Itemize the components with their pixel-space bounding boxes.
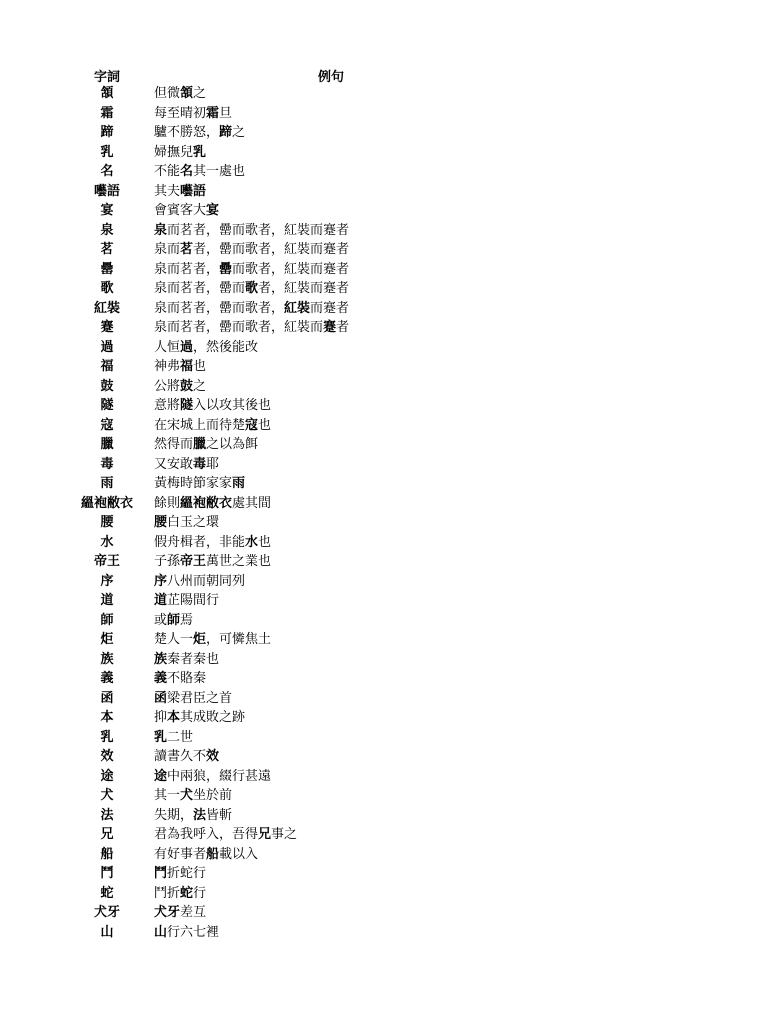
example-cell	[154, 221, 349, 241]
table-row	[0, 104, 768, 124]
example-highlight: 毒	[193, 456, 207, 472]
table-row	[0, 786, 768, 806]
table-row	[0, 533, 768, 553]
example-cell	[154, 552, 271, 572]
table-row	[0, 338, 768, 358]
example-pre: 驢不勝怒，	[154, 125, 220, 140]
example-post: 梁君臣之首	[167, 690, 233, 706]
word-cell: 函	[100, 690, 114, 706]
word-cell: 炬	[100, 632, 114, 647]
table-row	[0, 747, 768, 767]
example-post: 而茗者，罍而歌者，紅裝而蹇者	[167, 222, 350, 238]
example-cell	[154, 650, 219, 670]
table-row	[0, 474, 768, 494]
example-cell	[154, 260, 349, 280]
example-pre: 君為我呼入，吾得	[154, 827, 259, 842]
example-pre: 然得而	[154, 437, 194, 452]
example-post: 芷陽間行	[167, 593, 220, 608]
word-cell: 師	[100, 612, 114, 628]
example-post: 八州而朝同列	[167, 573, 246, 589]
example-highlight: 乳	[193, 144, 207, 160]
example-cell	[154, 279, 349, 299]
table-row	[0, 650, 768, 670]
word-cell: 蹇	[100, 320, 114, 335]
example-pre: 子孫	[154, 554, 181, 569]
word-cell: 歌	[100, 281, 114, 296]
example-pre: 婦撫兒	[154, 144, 194, 160]
table-row	[0, 357, 768, 377]
example-cell	[154, 396, 271, 416]
example-post: 行六七裡	[167, 924, 220, 940]
example-pre: 意將	[154, 398, 181, 413]
example-post: 之	[193, 86, 207, 101]
example-highlight: 途	[154, 768, 168, 784]
example-cell	[154, 611, 193, 631]
example-post: 皆斬	[206, 807, 233, 823]
table-row	[0, 377, 768, 397]
example-highlight: 犬	[180, 788, 194, 803]
example-highlight: 犬牙	[154, 905, 181, 920]
example-post: 白玉之環	[167, 515, 220, 530]
table-row	[0, 279, 768, 299]
example-post: 不賂秦	[167, 671, 207, 686]
word-cell: 道	[100, 593, 114, 608]
word-cell: 腰	[100, 515, 114, 530]
word-cell: 法	[100, 807, 114, 823]
example-pre: 泉而茗者，罍而歌者，	[154, 300, 285, 316]
example-highlight: 效	[206, 749, 220, 764]
example-highlight: 水	[245, 534, 259, 550]
example-post: 處其間	[232, 495, 272, 511]
table-row	[0, 494, 768, 514]
example-post: 旦	[219, 105, 233, 121]
example-pre: 公將	[154, 378, 181, 394]
example-highlight: 乳	[154, 729, 168, 745]
example-post: 之	[232, 125, 246, 140]
table-row	[0, 123, 768, 143]
example-highlight: 本	[167, 710, 181, 725]
example-cell	[154, 318, 349, 338]
example-cell	[154, 494, 271, 514]
word-cell: 乳	[100, 144, 114, 160]
example-post: 其成敗之跡	[180, 710, 246, 725]
example-cell	[154, 845, 258, 865]
example-highlight: 茗	[180, 242, 194, 257]
word-cell: 族	[100, 651, 114, 667]
example-cell	[154, 533, 271, 553]
example-cell	[154, 455, 219, 475]
table-row	[0, 903, 768, 923]
vocabulary-sheet	[0, 64, 768, 942]
word-cell: 雨	[100, 476, 114, 491]
example-highlight: 隧	[180, 398, 194, 413]
word-cell: 義	[100, 671, 114, 686]
word-cell: 過	[100, 339, 114, 355]
example-cell	[154, 572, 245, 592]
example-cell	[154, 299, 349, 319]
example-post: 之以為餌	[206, 437, 259, 452]
example-post: 者，紅裝而蹇者	[258, 281, 350, 296]
example-highlight: 蹄	[219, 125, 233, 140]
example-highlight: 福	[180, 359, 194, 374]
example-post: ，然後能改	[193, 339, 259, 355]
table-row	[0, 806, 768, 826]
table-row	[0, 201, 768, 221]
example-highlight: 頷	[180, 86, 194, 101]
example-pre: 讀書久不	[154, 749, 207, 764]
example-highlight: 雨	[232, 476, 246, 491]
example-pre: 其夫	[154, 183, 181, 199]
table-row	[0, 611, 768, 631]
example-pre: 餘則	[154, 495, 181, 511]
word-cell: 福	[100, 359, 114, 374]
table-row	[0, 552, 768, 572]
example-post: 耶	[206, 456, 220, 472]
example-cell	[154, 806, 232, 826]
example-post: 二世	[167, 729, 194, 745]
example-post: 坐於前	[193, 788, 233, 803]
example-highlight: 蛇	[180, 885, 194, 901]
table-row	[0, 162, 768, 182]
example-post: 其一處也	[193, 164, 246, 179]
example-highlight: 師	[167, 612, 181, 628]
word-cell: 效	[100, 749, 114, 764]
example-cell	[154, 825, 297, 845]
table-row	[0, 416, 768, 436]
example-post: 中兩狼，綴行甚遠	[167, 768, 272, 784]
example-highlight: 過	[180, 339, 194, 355]
word-cell: 乳	[100, 729, 114, 745]
word-cell: 兄	[100, 827, 114, 842]
example-cell	[154, 182, 206, 202]
example-cell	[154, 923, 219, 943]
table-row	[0, 513, 768, 533]
example-highlight: 蹇	[323, 320, 337, 335]
example-post: 萬世之業也	[206, 554, 272, 569]
table-row	[0, 240, 768, 260]
example-pre: 假舟楫者，非能	[154, 534, 246, 550]
example-post: 焉	[180, 612, 194, 628]
example-highlight: 腰	[154, 515, 168, 530]
word-cell: 囈語	[93, 183, 120, 199]
example-cell	[154, 689, 232, 709]
example-highlight: 霜	[206, 105, 220, 121]
table-row	[0, 182, 768, 202]
word-cell: 犬	[100, 788, 114, 803]
table-row	[0, 260, 768, 280]
table-row	[0, 318, 768, 338]
example-post: 者	[336, 320, 350, 335]
example-pre: 人恒	[154, 339, 181, 355]
example-pre: 不能	[154, 164, 181, 179]
example-cell	[154, 864, 206, 884]
example-post: 而蹇者	[310, 300, 350, 316]
example-pre: 但微	[154, 86, 181, 101]
word-cell: 縕袍敝衣	[80, 495, 133, 511]
example-pre: 其一	[154, 788, 181, 803]
example-highlight: 宴	[206, 203, 220, 218]
table-row	[0, 143, 768, 163]
example-highlight: 泉	[154, 222, 168, 238]
table-row	[0, 84, 768, 104]
example-pre: 又安敢	[154, 456, 194, 472]
example-pre: 黃梅時節家家	[154, 476, 233, 491]
example-highlight: 囈語	[180, 183, 207, 199]
example-highlight: 罍	[219, 261, 233, 277]
example-cell	[154, 416, 271, 436]
example-cell	[154, 591, 219, 611]
example-pre: 在宋城上而待楚	[154, 417, 246, 433]
example-highlight: 序	[154, 573, 168, 589]
example-cell	[154, 357, 206, 377]
word-cell: 鼓	[100, 378, 114, 394]
example-post: ，可憐焦土	[206, 632, 272, 647]
table-row	[0, 591, 768, 611]
example-highlight: 法	[193, 807, 207, 823]
word-cell: 寇	[100, 417, 114, 433]
example-post: 也	[193, 359, 207, 374]
word-cell: 頷	[100, 86, 114, 101]
example-highlight: 縕袍敝衣	[180, 495, 233, 511]
table-row	[0, 923, 768, 943]
word-cell: 名	[100, 164, 114, 179]
table-row	[0, 455, 768, 475]
word-cell: 宴	[100, 203, 114, 218]
example-highlight: 臘	[193, 437, 207, 452]
word-cell: 蹄	[100, 125, 114, 140]
example-highlight: 船	[206, 846, 220, 862]
example-post: 折蛇行	[167, 866, 207, 881]
header-word: 字詞	[93, 70, 120, 85]
example-cell	[154, 201, 219, 221]
example-cell	[154, 123, 245, 143]
example-highlight: 鼓	[180, 378, 194, 394]
table-row	[0, 669, 768, 689]
example-cell	[154, 104, 232, 124]
word-cell: 船	[100, 846, 114, 862]
example-pre: 泉而	[154, 242, 181, 257]
header-example: 例句	[318, 70, 345, 85]
example-post: 入以攻其後也	[193, 398, 272, 413]
example-post: 載以入	[219, 846, 259, 862]
word-cell: 帝王	[93, 554, 120, 569]
word-cell: 霜	[100, 105, 114, 121]
word-cell: 鬥	[100, 866, 114, 881]
table-row	[0, 572, 768, 592]
example-pre: 泉而茗者，罍而	[154, 281, 246, 296]
word-cell: 泉	[100, 222, 114, 238]
table-row	[0, 435, 768, 455]
word-cell: 序	[100, 573, 114, 589]
word-cell: 本	[100, 710, 114, 725]
example-pre: 泉而茗者，	[154, 261, 220, 277]
example-cell	[154, 162, 245, 182]
example-post: 而歌者，紅裝而蹇者	[232, 261, 350, 277]
example-pre: 有好事者	[154, 846, 207, 862]
word-cell: 水	[100, 534, 114, 550]
example-pre: 神弗	[154, 359, 181, 374]
example-highlight: 兄	[258, 827, 272, 842]
word-cell: 紅裝	[93, 300, 120, 316]
example-post: 之	[193, 378, 207, 394]
example-post: 行	[193, 885, 207, 901]
example-cell	[154, 903, 206, 923]
example-highlight: 義	[154, 671, 168, 686]
word-cell: 罍	[100, 261, 114, 277]
table-row	[0, 767, 768, 787]
table-row	[0, 884, 768, 904]
example-post: 也	[258, 417, 272, 433]
example-highlight: 寇	[245, 417, 259, 433]
table-row	[0, 864, 768, 884]
example-cell	[154, 240, 349, 260]
example-cell	[154, 630, 271, 650]
example-post: 事之	[271, 827, 298, 842]
word-cell: 途	[100, 768, 114, 784]
example-post: 差互	[180, 905, 207, 920]
word-cell: 茗	[100, 242, 114, 257]
example-highlight: 名	[180, 164, 194, 179]
example-cell	[154, 884, 206, 904]
example-pre: 會賓客大	[154, 203, 207, 218]
table-row	[0, 825, 768, 845]
example-post: 秦者秦也	[167, 651, 220, 667]
word-cell: 山	[100, 924, 114, 940]
example-cell	[154, 728, 193, 748]
table-header	[0, 64, 768, 84]
example-cell	[154, 474, 245, 494]
example-cell	[154, 767, 271, 787]
word-cell: 犬牙	[93, 905, 120, 920]
example-pre: 泉而茗者，罍而歌者，紅裝而	[154, 320, 324, 335]
example-post: 也	[258, 534, 272, 550]
example-cell	[154, 786, 232, 806]
example-pre: 失期，	[154, 807, 194, 823]
word-cell: 隧	[100, 398, 114, 413]
example-cell	[154, 513, 219, 533]
example-highlight: 族	[154, 651, 168, 667]
example-highlight: 帝王	[180, 554, 207, 569]
example-highlight: 歌	[245, 281, 259, 296]
table-row	[0, 689, 768, 709]
table-row	[0, 708, 768, 728]
example-highlight: 函	[154, 690, 168, 706]
word-cell: 毒	[100, 456, 114, 472]
example-cell	[154, 708, 245, 728]
example-cell	[154, 338, 258, 358]
example-pre: 楚人一	[154, 632, 194, 647]
word-cell: 臘	[100, 437, 114, 452]
example-pre: 每至晴初	[154, 105, 207, 121]
example-pre: 鬥折	[154, 885, 181, 901]
table-row	[0, 630, 768, 650]
example-highlight: 山	[154, 924, 168, 940]
example-highlight: 鬥	[154, 866, 168, 881]
table-row	[0, 299, 768, 319]
example-cell	[154, 377, 206, 397]
example-cell	[154, 84, 206, 104]
table-row	[0, 396, 768, 416]
example-cell	[154, 747, 219, 767]
example-highlight: 紅裝	[284, 300, 311, 316]
word-cell: 蛇	[100, 885, 114, 901]
example-pre: 抑	[154, 710, 168, 725]
example-cell	[154, 435, 258, 455]
example-post: 者，罍而歌者，紅裝而蹇者	[193, 242, 350, 257]
table-row	[0, 221, 768, 241]
example-highlight: 炬	[193, 632, 207, 647]
table-body	[0, 84, 768, 942]
example-cell	[154, 669, 206, 689]
example-cell	[154, 143, 206, 163]
table-row	[0, 728, 768, 748]
example-pre: 或	[154, 612, 168, 628]
table-row	[0, 845, 768, 865]
example-highlight: 道	[154, 593, 168, 608]
